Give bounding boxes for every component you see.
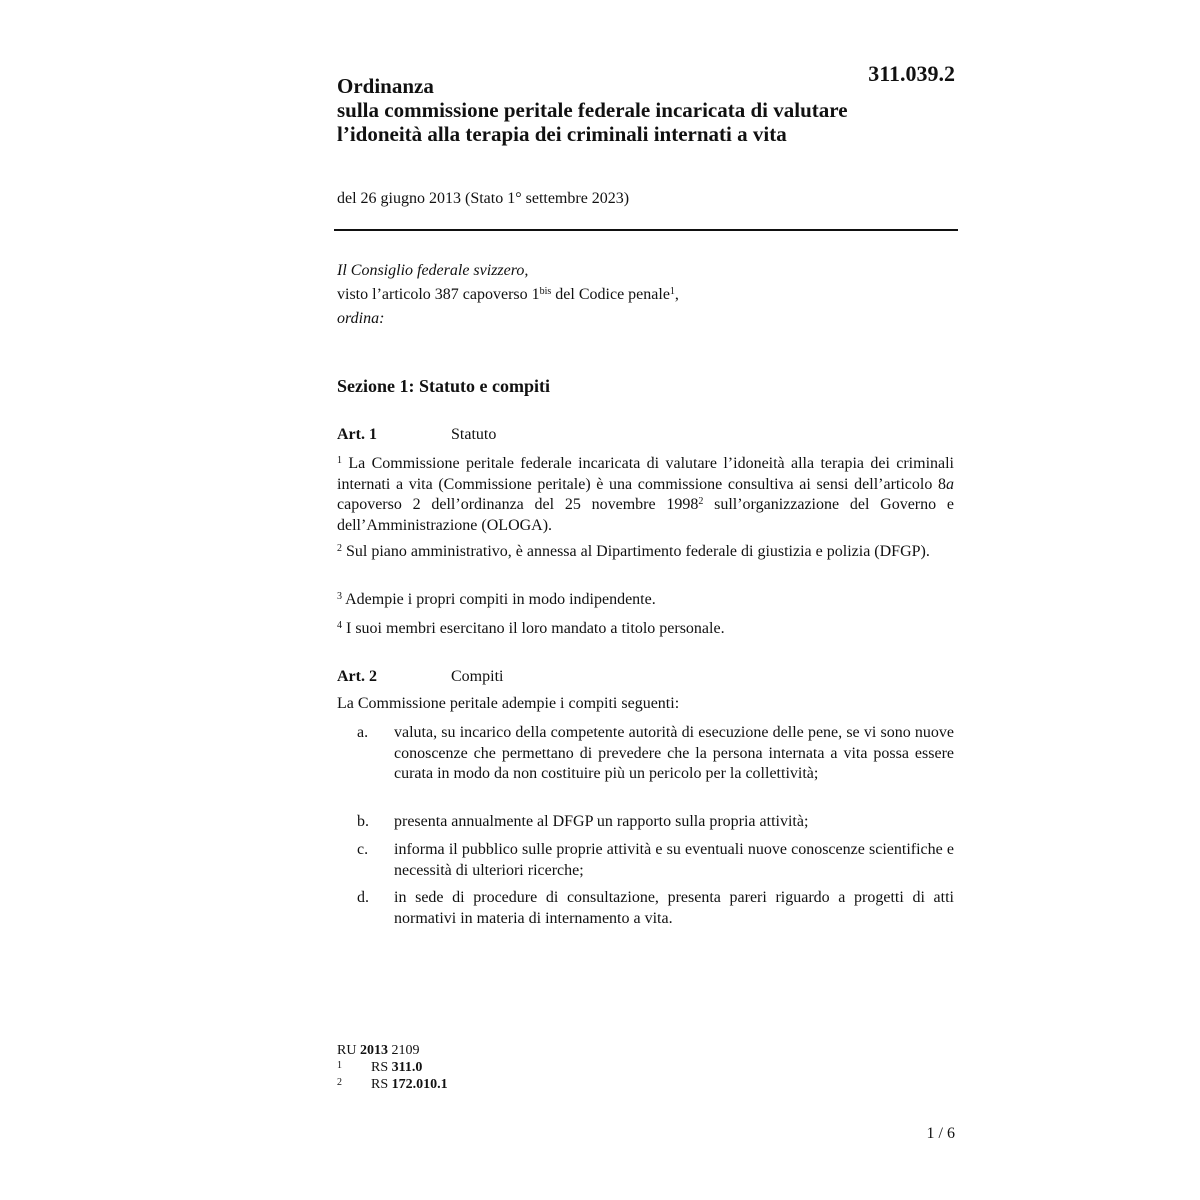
article-2-intro: La Commissione peritale adempie i compiti seguenti: — [337, 695, 680, 712]
footnote-prefix: RS — [371, 1060, 392, 1075]
title-line: sulla commissione peritale federale incaricata di valutare — [337, 98, 848, 122]
footnote-sr-link[interactable]: 311.0 — [391, 1060, 423, 1075]
article-1-paragraph-1 — [337, 454, 954, 536]
list-item-text: in sede di procedure di consultazione, presenta pareri riguardo a progetti di atti normativi in materia di internamento a vita. — [394, 889, 954, 927]
page-number: 1 / 6 — [926, 1125, 955, 1142]
list-item — [337, 812, 954, 833]
paragraph-text: capoverso 2 dell’ordinanza del 25 novembre 1998 — [337, 496, 699, 513]
paragraph-text: sull’organizzazione del Governo e dell’Amministrazione (OLOGA). — [337, 496, 954, 534]
paragraph-number: 4 — [337, 620, 342, 631]
article-title: Compiti — [451, 668, 504, 685]
footnote — [337, 1059, 423, 1076]
ru-page: 2109 — [387, 1043, 420, 1058]
list-item-text: valuta, su incarico della competente autorità di esecuzione delle pene, se vi sono nuove conoscenze che permettano di prevedere che la persona internata a vita possa essere curata in modo da non costituire più un pericolo per la collettività; — [394, 724, 954, 782]
preamble — [337, 259, 957, 331]
list-item-label: c. — [357, 841, 369, 858]
section-title: Sezione 1: Statuto e compiti — [337, 376, 550, 396]
article-2-heading — [337, 666, 957, 688]
article-1-heading — [337, 424, 957, 446]
footnote-number: 2 — [337, 1077, 342, 1088]
article-title: Statuto — [451, 426, 497, 443]
ru-prefix: RU — [337, 1043, 360, 1058]
preamble-legal-basis — [337, 283, 957, 307]
official-compilation-ref — [337, 1042, 419, 1059]
list-item-text: informa il pubblico sulle proprie attività e su eventuali nuove conoscenze scientifiche e necessità di ulteriori ricerche; — [394, 841, 954, 879]
ru-year: 2013 — [359, 1043, 388, 1058]
sr-number: 311.039.2 — [868, 61, 955, 86]
legal-basis-superscript: bis — [539, 286, 552, 297]
paragraph-text: I suoi membri esercitano il loro mandato a titolo personale. — [342, 620, 725, 637]
paragraph-text: Sul piano amministrativo, è annessa al Dipartimento federale di giustizia e polizia (DFGP). — [342, 543, 930, 560]
footnote-ref-link[interactable]: 2 — [698, 496, 704, 507]
list-item — [337, 840, 954, 881]
footnote-text — [371, 1059, 422, 1076]
paragraph-number: 2 — [337, 543, 342, 554]
date-status-line: del 26 giugno 2013 (Stato 1° settembre 2023) — [337, 190, 630, 207]
preamble-decree: ordina: — [337, 310, 385, 327]
header-divider — [334, 229, 958, 231]
list-item — [337, 888, 954, 929]
preamble-authority: Il Consiglio federale svizzero, — [337, 262, 529, 279]
list-item-text: presenta annualmente al DFGP un rapporto sulla propria attività; — [394, 813, 809, 830]
article-1-paragraph-3 — [337, 590, 954, 611]
list-item-label: a. — [357, 724, 369, 741]
list-item-label: d. — [357, 889, 369, 906]
footnote-prefix: RS — [371, 1077, 392, 1092]
title-line: Ordinanza — [337, 74, 434, 98]
legal-basis-text: visto l’articolo 387 capoverso 1 — [337, 286, 540, 303]
list-item-label: b. — [357, 813, 369, 830]
legal-basis-text: del Codice penale — [551, 286, 670, 303]
article-number: Art. 2 — [337, 668, 377, 685]
footnotes-block — [337, 1042, 448, 1093]
title-line: l’idoneità alla terapia dei criminali internati a vita — [337, 122, 787, 146]
article-1-paragraph-2 — [337, 542, 954, 563]
footnote — [337, 1076, 448, 1093]
paragraph-text-italic: a — [946, 475, 954, 493]
article-number: Art. 1 — [337, 426, 377, 443]
legal-basis-text: , — [674, 286, 679, 303]
paragraph-number: 3 — [337, 591, 342, 602]
footnote-text — [371, 1076, 448, 1093]
list-item — [337, 723, 954, 785]
article-1-paragraph-4 — [337, 619, 954, 640]
paragraph-text: La Commissione peritale federale incaricata di valutare l’idoneità alla terapia dei criminali internati a vita (Commissione peritale) è una commissione consultiva ai sensi dell’articolo 8 — [337, 455, 954, 493]
footnote-number: 1 — [337, 1060, 342, 1071]
footnote-sr-link[interactable]: 172.010.1 — [391, 1077, 448, 1092]
paragraph-text: Adempie i propri compiti in modo indipendente. — [342, 591, 656, 608]
paragraph-number: 1 — [337, 455, 342, 466]
footnote-ref-link[interactable]: 1 — [669, 286, 675, 297]
document-title — [337, 74, 957, 146]
